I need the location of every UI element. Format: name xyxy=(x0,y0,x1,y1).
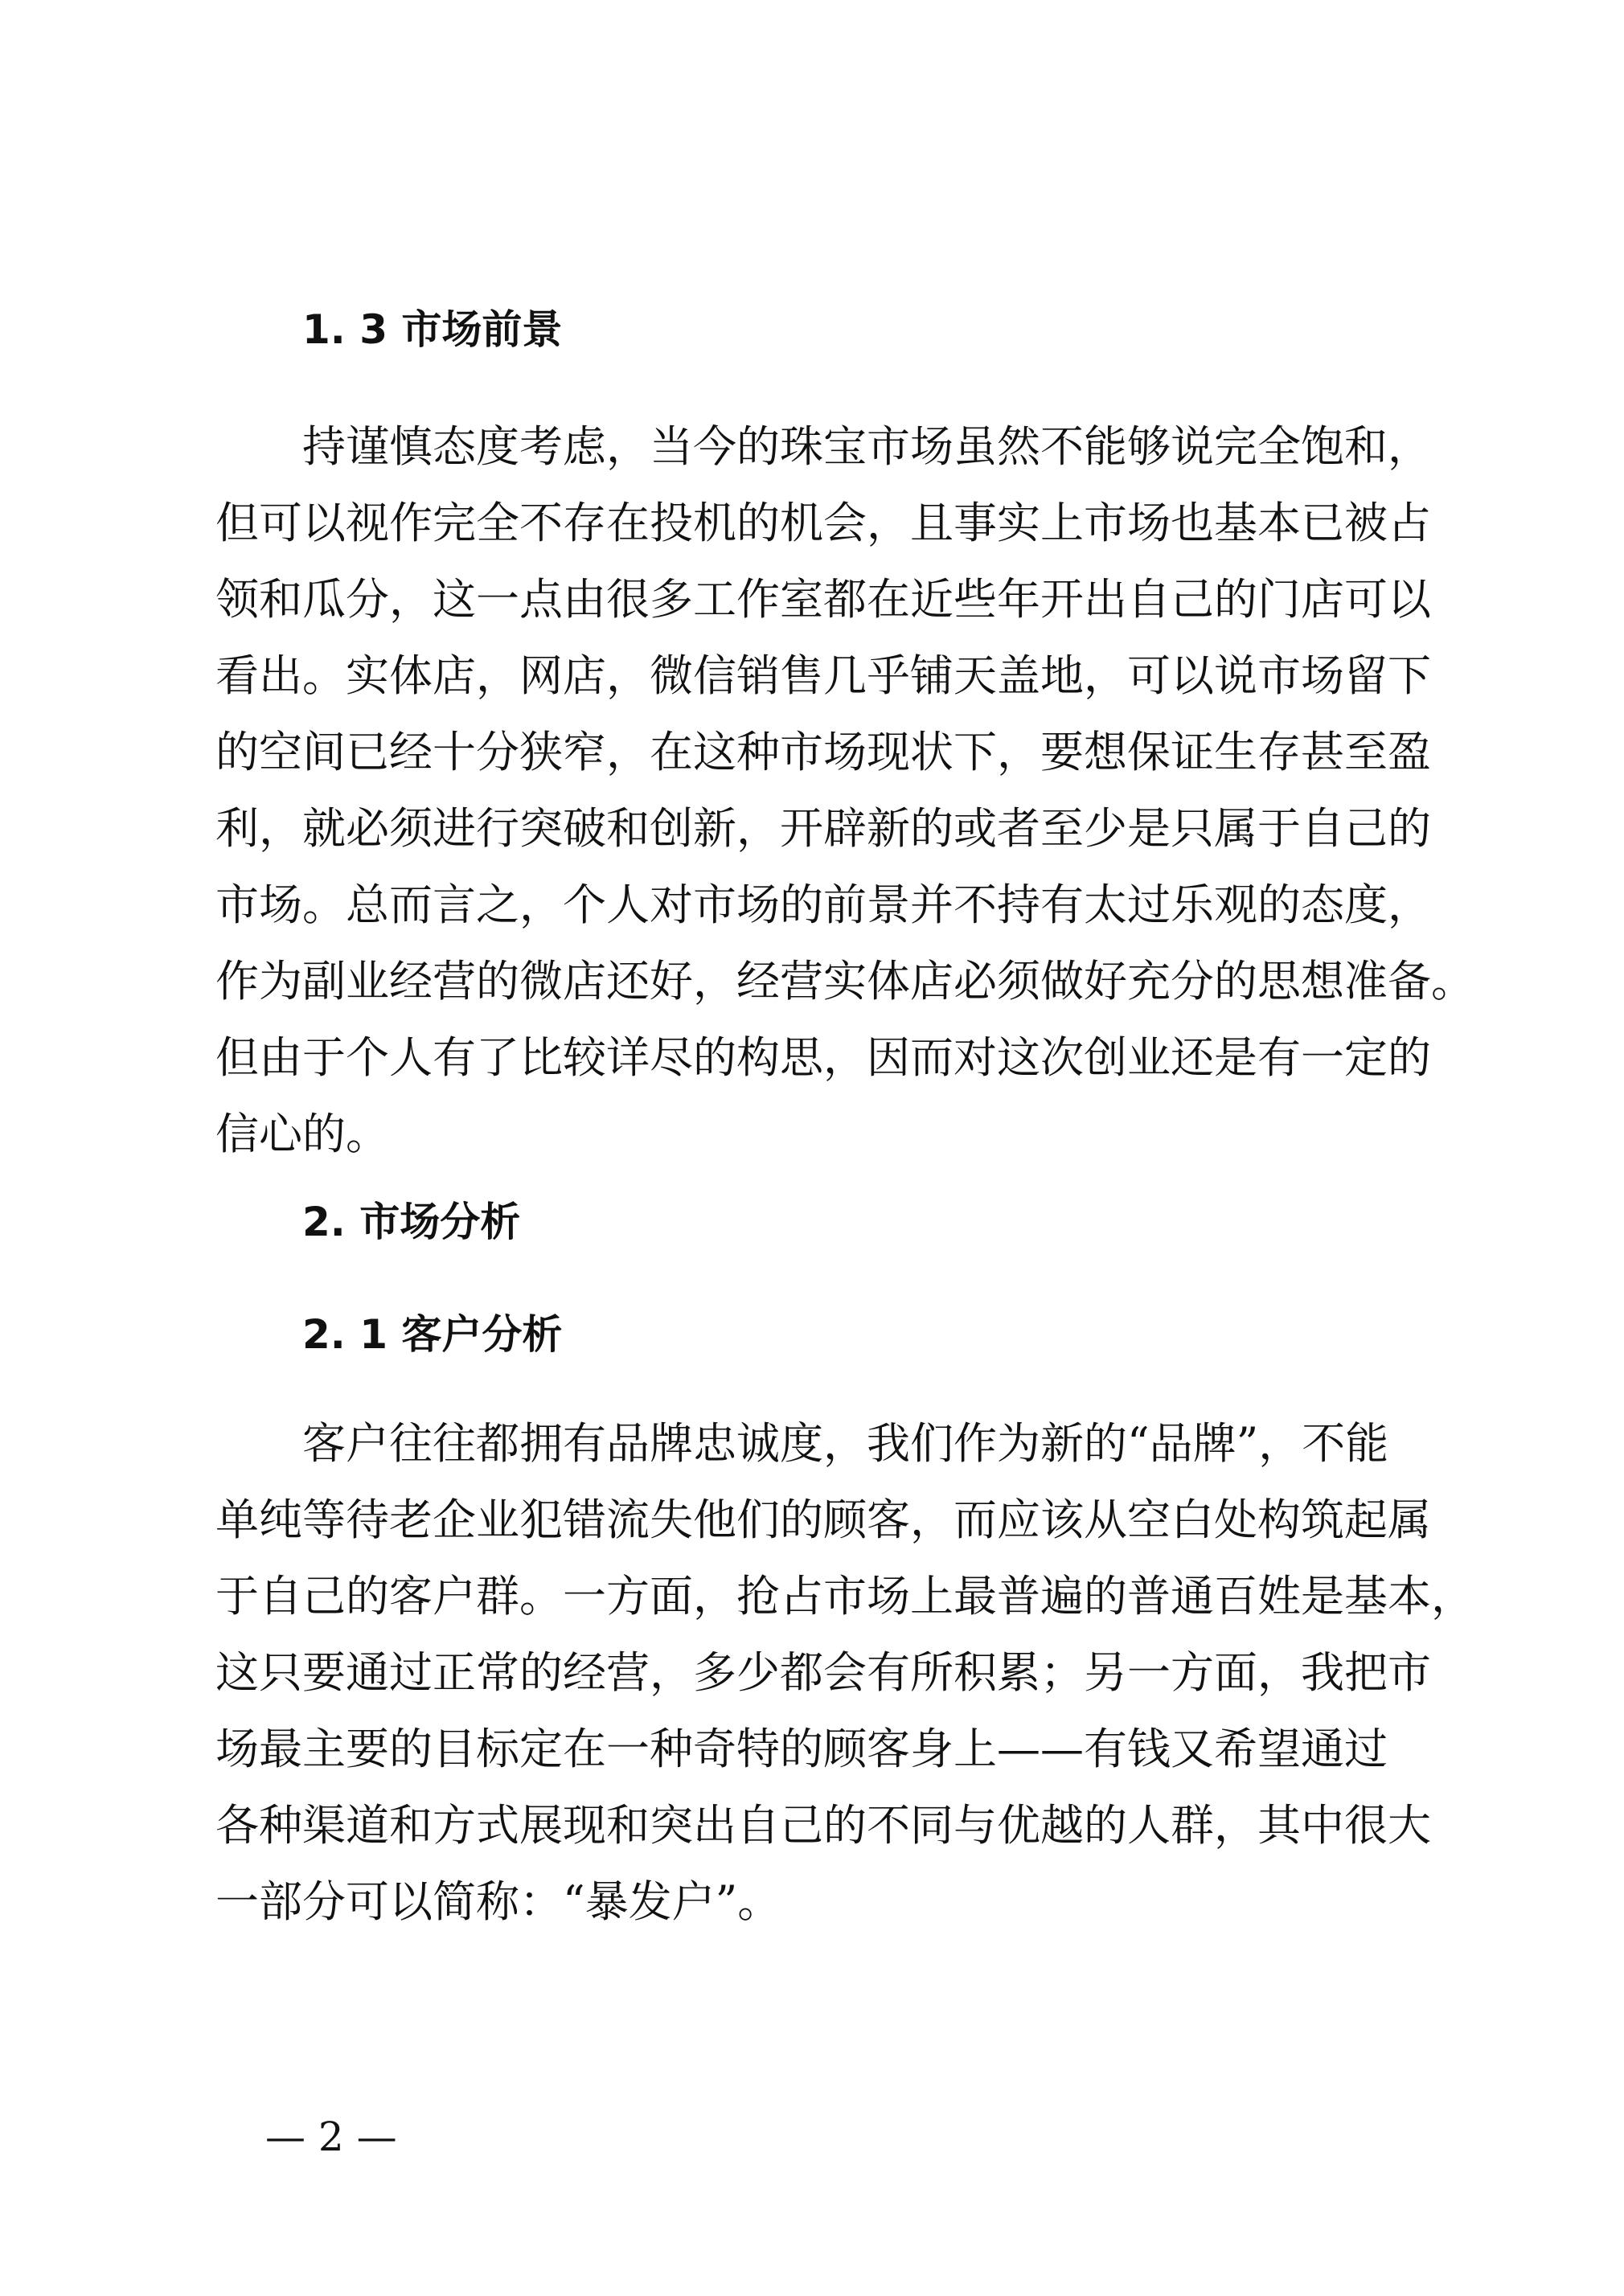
text-line: 一部分可以简称：“暴发户”。 xyxy=(215,1876,781,1927)
text-line: 持谨慎态度考虑，当今的珠宝市场虽然不能够说完全饱和， xyxy=(302,421,1431,472)
text-line: 但可以视作完全不存在投机的机会，且事实上市场也基本已被占 xyxy=(215,498,1431,548)
paragraph-customer-analysis xyxy=(215,1405,1474,1940)
text-line: 的空间已经十分狭窄，在这种市场现状下，要想保证生存甚至盈 xyxy=(215,727,1431,777)
text-line: 客户往往都拥有品牌忠诚度，我们作为新的“品牌”，不能 xyxy=(302,1418,1389,1469)
text-line: 这只要通过正常的经营，多少都会有所积累；另一方面，我把市 xyxy=(215,1647,1431,1698)
text-line: 信心的。 xyxy=(215,1109,389,1159)
text-line: 市场。总而言之，个人对市场的前景并不持有太过乐观的态度， xyxy=(215,879,1431,930)
text-line: 场最主要的目标定在一种奇特的顾客身上——有钱又希望通过 xyxy=(215,1724,1388,1774)
section-heading-2-1: 2. 1 客户分析 xyxy=(302,1311,563,1358)
text-line: 各种渠道和方式展现和突出自己的不同与优越的人群，其中很大 xyxy=(215,1800,1431,1851)
page-number: — 2 — xyxy=(265,2114,397,2160)
text-line: 利，就必须进行突破和创新，开辟新的或者至少是只属于自己的 xyxy=(215,803,1431,854)
section-heading-1-3: 1. 3 市场前景 xyxy=(302,306,563,353)
text-line: 看出。实体店，网店，微信销售几乎铺天盖地，可以说市场留下 xyxy=(215,650,1431,701)
text-line: 但由于个人有了比较详尽的构思，因而对这次创业还是有一定的 xyxy=(215,1032,1431,1083)
text-line: 领和瓜分，这一点由很多工作室都在近些年开出自己的门店可以 xyxy=(215,574,1431,625)
section-heading-2: 2. 市场分析 xyxy=(302,1199,521,1245)
paragraph-market-outlook xyxy=(215,408,1474,1172)
text-line: 单纯等待老企业犯错流失他们的顾客，而应该从空白处构筑起属 xyxy=(215,1494,1431,1545)
text-line: 于自己的客户群。一方面，抢占市场上最普遍的普通百姓是基本， xyxy=(215,1571,1474,1622)
text-line: 作为副业经营的微店还好，经营实体店必须做好充分的思想准备。 xyxy=(215,956,1474,1007)
